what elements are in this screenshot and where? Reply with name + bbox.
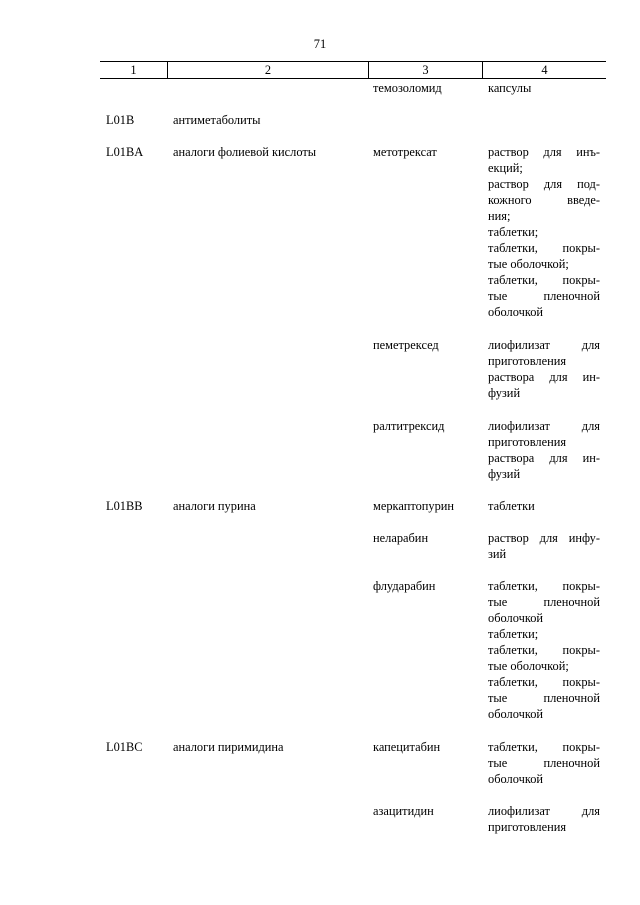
dosage-forms [488, 530, 600, 562]
group-name: аналоги пиримидина [173, 740, 284, 754]
group-name: аналоги пурина [173, 499, 256, 513]
dosage-form-line: зий [488, 547, 507, 561]
drug-name: темозоломид [373, 81, 442, 95]
drug-name: флударабин [373, 579, 436, 593]
dosage-form-line: таблетки [488, 499, 535, 513]
drug-name: меркаптопурин [373, 499, 455, 513]
atc-code: L01B [106, 113, 135, 127]
dosage-form-line: приготовления [488, 820, 567, 834]
header-col-4: 4 [541, 63, 548, 77]
dosage-forms [488, 80, 600, 96]
dosage-form-line: таблетки, покры- [488, 675, 600, 689]
dosage-forms [488, 144, 600, 320]
dosage-form-line: таблетки, покры- [488, 740, 600, 754]
drug-name: ралтитрексид [373, 419, 445, 433]
drug-name: метотрексат [373, 145, 437, 159]
dosage-forms [488, 803, 600, 835]
dosage-form-line: фузий [488, 386, 521, 400]
dosage-forms [488, 498, 600, 514]
dosage-form-line: таблетки, покры- [488, 643, 600, 657]
dosage-form-line: оболочкой [488, 707, 544, 721]
dosage-forms [488, 578, 600, 722]
dosage-form-line: кожного введе- [488, 193, 600, 207]
dosage-form-line: екций; [488, 161, 523, 175]
atc-code: L01BA [106, 145, 144, 159]
dosage-forms [488, 418, 600, 482]
group-name: антиметаболиты [173, 113, 261, 127]
dosage-form-line: тые пленочной [488, 691, 600, 705]
dosage-form-line: лиофилизат для [488, 804, 600, 818]
dosage-form-line: приготовления [488, 354, 567, 368]
dosage-form-line: оболочкой [488, 611, 544, 625]
dosage-forms [488, 739, 600, 787]
page-number: 71 [313, 37, 327, 51]
header-col-3: 3 [422, 63, 429, 77]
dosage-form-line: тые оболочкой; [488, 257, 569, 271]
dosage-form-line: таблетки; [488, 225, 539, 239]
drug-name: неларабин [373, 531, 429, 545]
dosage-form-line: раствор для инфу- [488, 531, 600, 545]
table-header [100, 61, 606, 79]
dosage-form-line: тые пленочной [488, 756, 600, 770]
dosage-form-line: оболочкой [488, 305, 544, 319]
dosage-form-line: тые пленочной [488, 595, 600, 609]
dosage-form-line: таблетки, покры- [488, 579, 600, 593]
dosage-form-line: лиофилизат для [488, 338, 600, 352]
dosage-form-line: капсулы [488, 81, 532, 95]
dosage-form-line: ния; [488, 209, 511, 223]
dosage-form-line: раствор для инъ- [488, 145, 600, 159]
dosage-form-line: таблетки; [488, 627, 539, 641]
dosage-form-line: тые пленочной [488, 289, 600, 303]
header-col-2: 2 [264, 63, 272, 77]
drug-name: капецитабин [373, 740, 441, 754]
dosage-form-line: таблетки, покры- [488, 241, 600, 255]
dosage-form-line: фузий [488, 467, 521, 481]
group-name: аналоги фолиевой кислоты [173, 145, 317, 159]
dosage-form-line: таблетки, покры- [488, 273, 600, 287]
dosage-form-line: оболочкой [488, 772, 544, 786]
drug-name: азацитидин [373, 804, 434, 818]
dosage-form-line: приготовления [488, 435, 567, 449]
dosage-form-line: раствора для ин- [488, 370, 600, 384]
dosage-form-line: тые оболочкой; [488, 659, 569, 673]
header-col-1: 1 [130, 63, 137, 77]
dosage-form-line: лиофилизат для [488, 419, 600, 433]
dosage-form-line: раствор для под- [488, 177, 600, 191]
dosage-form-line: раствора для ин- [488, 451, 600, 465]
dosage-forms [488, 337, 600, 401]
drug-name: пеметрексед [373, 338, 439, 352]
atc-code: L01BB [106, 499, 143, 513]
atc-code: L01BC [106, 740, 143, 754]
